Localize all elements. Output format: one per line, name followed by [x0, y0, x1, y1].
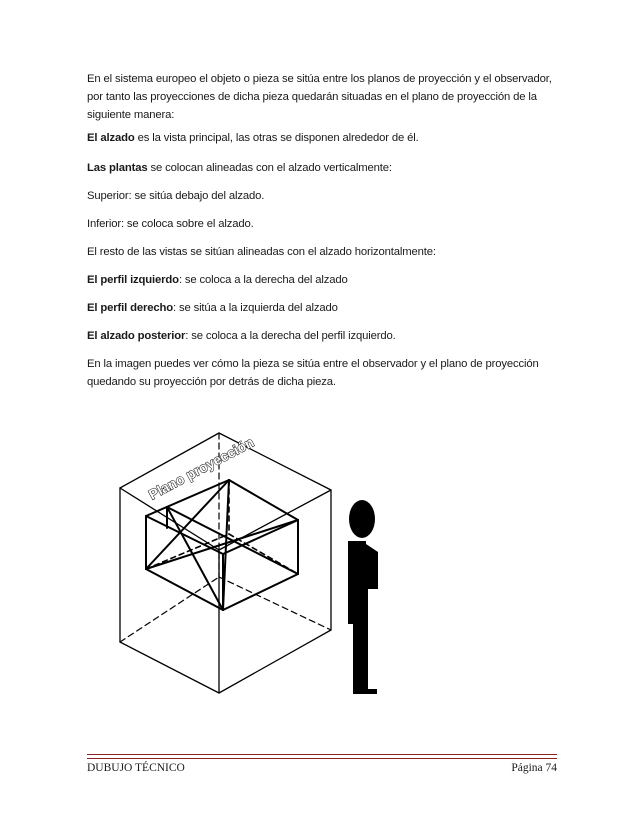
term-perfil-derecho: El perfil derecho: [87, 302, 173, 314]
plane-edge: [120, 642, 219, 693]
page-footer: [87, 762, 557, 774]
paragraph-imagen: En la imagen puedes ver cómo la pieza se sitúa entre el observador y el plano de proyección quedando su proyección por detrás de dicha pieza.: [87, 358, 539, 388]
term-alzado-posterior: El alzado posterior: [87, 330, 186, 342]
paragraph-plantas: [87, 159, 557, 177]
observer-body: [348, 541, 378, 694]
footer-rule-thick: [87, 754, 557, 755]
footer-title: DUBUJO TÉCNICO: [87, 762, 185, 774]
observer-figure: [348, 500, 378, 694]
plane-edge: [219, 630, 331, 693]
paragraph-perfil-izquierdo: [87, 271, 557, 289]
page-number: Página 74: [511, 762, 557, 774]
text-plantas: se colocan alineadas con el alzado verticalmente:: [147, 162, 392, 174]
text-perfil-derecho: : se sitúa a la izquierda del alzado: [172, 302, 338, 314]
paragraph-perfil-derecho: [87, 299, 557, 317]
paragraph-intro: En el sistema europeo el objeto o pieza se sitúa entre los planos de proyección y el observador, por tanto las proyecciones de dicha pieza quedarán situadas en el plano de proyección de la siguiente manera:: [87, 73, 552, 121]
piece-box: [146, 480, 298, 610]
term-plantas: Las plantas: [87, 162, 148, 174]
term-alzado: El alzado: [87, 132, 135, 144]
text-perfil-izquierdo: : se coloca a la derecha del alzado: [178, 274, 348, 286]
hidden-edge: [120, 577, 219, 642]
text-alzado: es la vista principal, las otras se disponen alrededor de él.: [134, 132, 419, 144]
term-perfil-izquierdo: El perfil izquierdo: [87, 274, 179, 286]
paragraph-superior: Superior: se sitúa debajo del alzado.: [87, 190, 265, 202]
text-alzado-posterior: : se coloca a la derecha del perfil izquierdo.: [185, 330, 396, 342]
projection-diagram: [108, 424, 398, 694]
observer-head: [349, 500, 375, 538]
paragraph-inferior: Inferior: se coloca sobre el alzado.: [87, 218, 254, 230]
footer-rule-thin: [87, 758, 557, 759]
plane-edge: [120, 488, 219, 550]
piece-edge: [229, 480, 298, 520]
body-text: [87, 70, 557, 391]
piece-hidden-edge: [229, 534, 298, 574]
paragraph-resto: El resto de las vistas se sitúan alineadas con el alzado horizontalmente:: [87, 246, 436, 258]
piece-edge: [223, 574, 298, 610]
paragraph-alzado-posterior: [87, 327, 557, 345]
piece-edge: [223, 520, 298, 554]
paragraph-alzado: [87, 129, 557, 147]
plane-label: Plano proyección: [145, 433, 257, 503]
